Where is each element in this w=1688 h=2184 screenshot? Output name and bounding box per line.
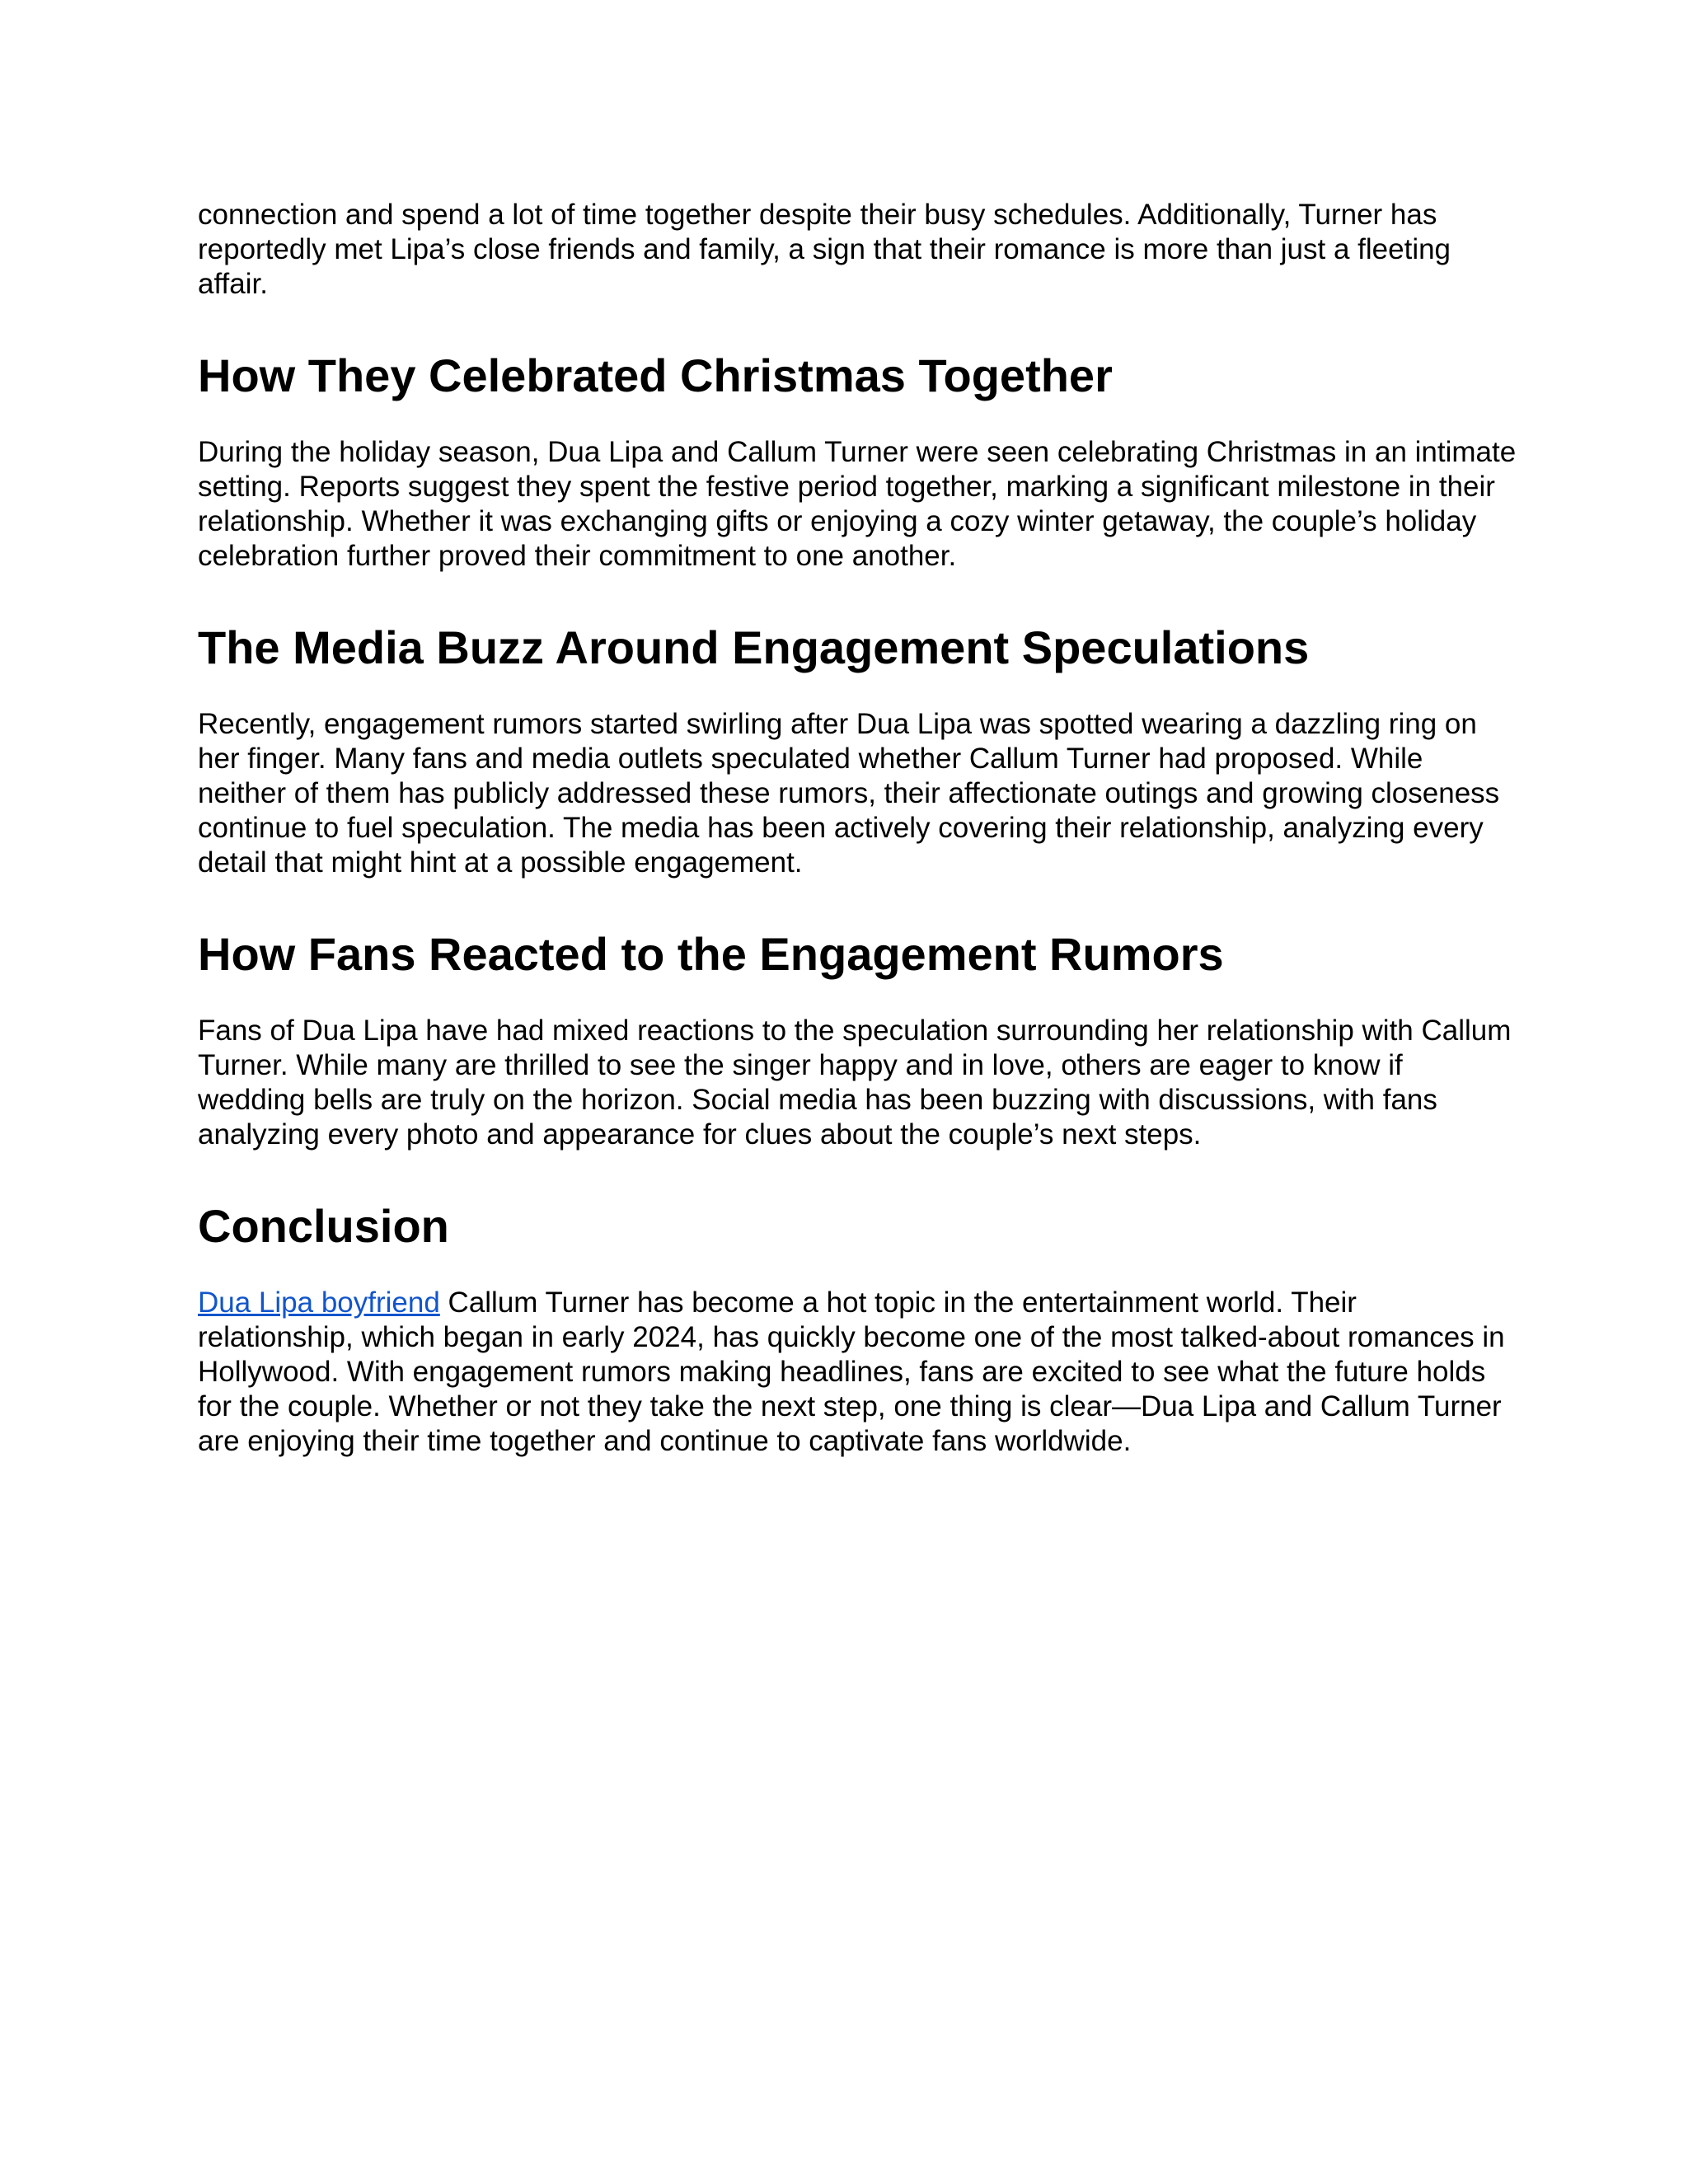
section-heading-conclusion: Conclusion [198, 1200, 449, 1252]
section-heading-christmas: How They Celebrated Christmas Together [198, 349, 1113, 401]
document-page [198, 198, 1517, 1459]
dua-lipa-boyfriend-link[interactable]: Dua Lipa boyfriend [198, 1286, 440, 1319]
intro-paragraph: connection and spend a lot of time together despite their busy schedules. Additionally, Turner has reportedly met Lipa’s close friends and family, a sign that their romance is more than just a fleeting affair. [198, 199, 1451, 300]
section-heading-media-buzz: The Media Buzz Around Engagement Speculations [198, 621, 1310, 673]
conclusion-paragraph-text: Callum Turner has become a hot topic in the entertainment world. Their relationship, which began in early 2024, has quickly become one of the most talked-about romances in Hollywood. With engagement rumors making headlines, fans are excited to see what the future holds for the couple. Whether or not they take the next step, one thing is clear—Dua Lipa and Callum Turner are enjoying their time together and continue to captivate fans worldwide. [198, 1286, 1505, 1457]
section-paragraph-christmas: During the holiday season, Dua Lipa and Callum Turner were seen celebrating Christmas in an intimate setting. Reports suggest they spent the festive period together, marking a significant milestone in their relationship. Whether it was exchanging gifts or enjoying a cozy winter getaway, the couple’s holiday celebration further proved their commitment to one another. [198, 436, 1517, 572]
section-paragraph-media-buzz: Recently, engagement rumors started swirling after Dua Lipa was spotted wearing a dazzling ring on her finger. Many fans and media outlets speculated whether Callum Turner had proposed. While neither of them has publicly addressed these rumors, their affectionate outings and growing closeness continue to fuel speculation. The media has been actively covering their relationship, analyzing every detail that might hint at a possible engagement. [198, 708, 1500, 879]
section-paragraph-fans-reacted: Fans of Dua Lipa have had mixed reactions to the speculation surrounding her relationship with Callum Turner. While many are thrilled to see the singer happy and in love, others are eager to know if wedding bells are truly on the horizon. Social media has been buzzing with discussions, with fans analyzing every photo and appearance for clues about the couple’s next steps. [198, 1015, 1512, 1151]
conclusion-paragraph [198, 1286, 1517, 1459]
section-heading-fans-reacted: How Fans Reacted to the Engagement Rumors [198, 928, 1224, 980]
